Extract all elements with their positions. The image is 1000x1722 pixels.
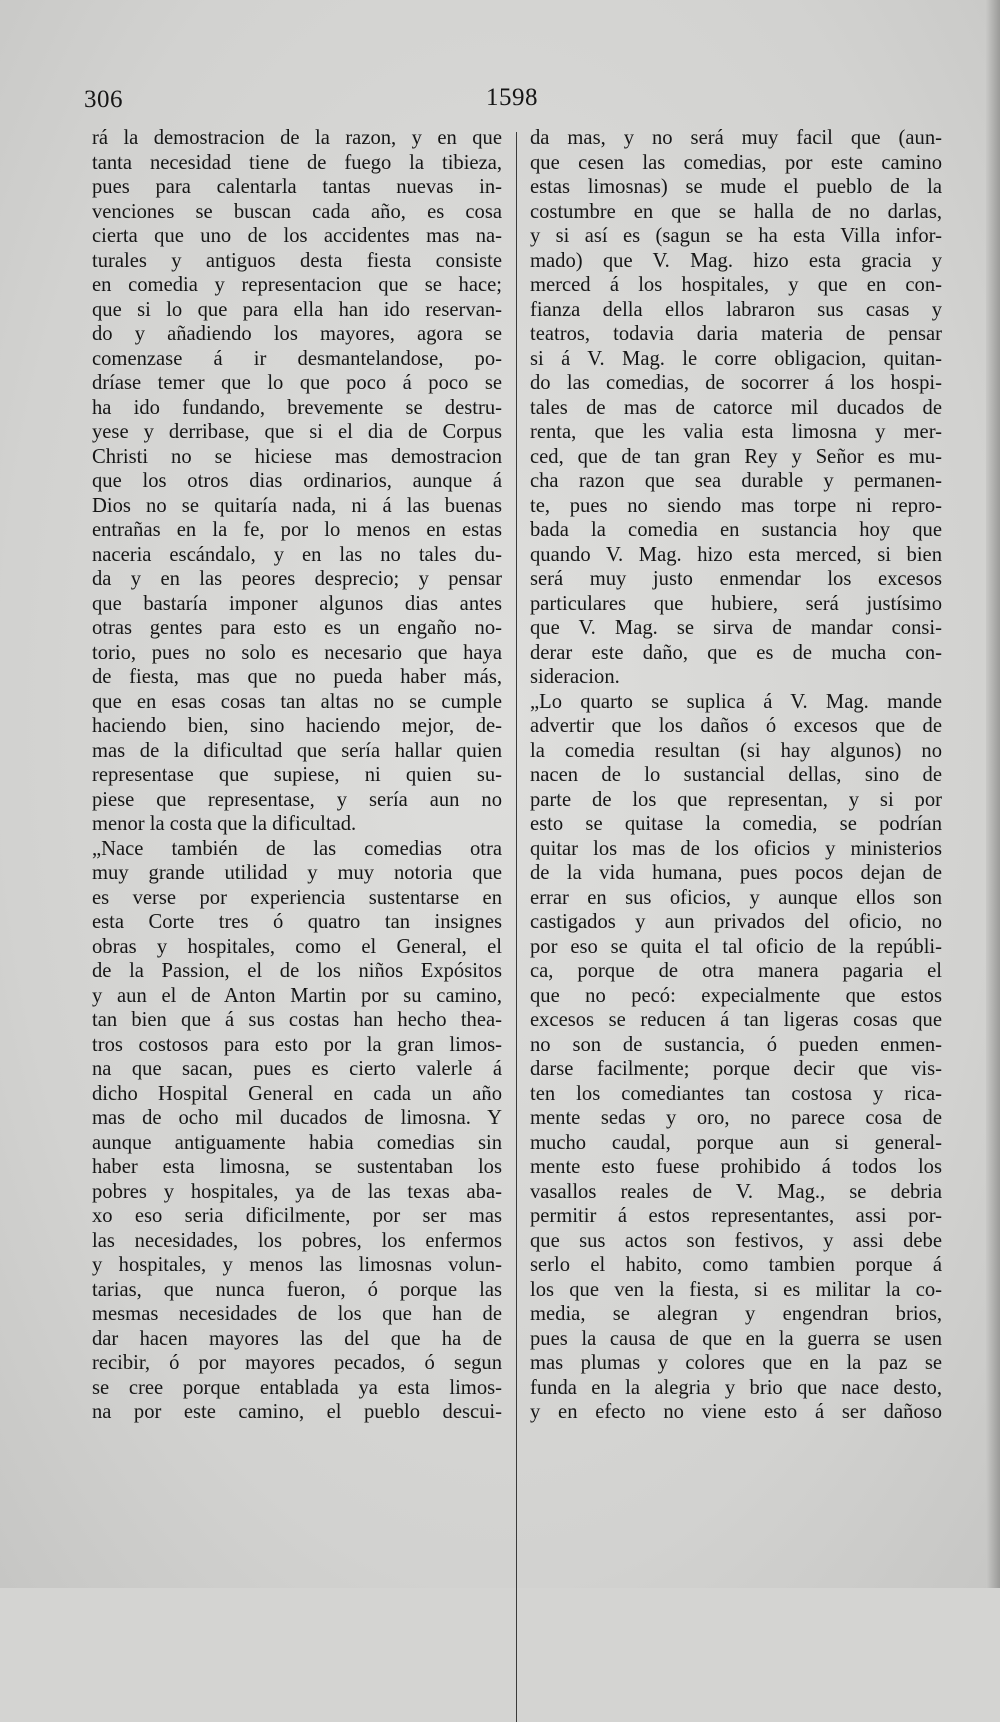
text-line: derar este daño, que es de mucha con- xyxy=(530,641,942,664)
left-text-column xyxy=(92,126,502,1425)
text-line: particulares que hubiere, será justísimo xyxy=(530,592,942,615)
text-line: estas limosnas) se mude el pueblo de la xyxy=(530,176,942,198)
text-line: menor la costa que la dificultad. xyxy=(92,813,357,835)
text-line: Christi no se hiciese mas demostracion xyxy=(92,445,502,468)
text-line: es verse por experiencia sustentarse en xyxy=(92,886,502,909)
text-line: da y en las peores desprecio; y pensar xyxy=(92,568,502,590)
text-line: sideracion. xyxy=(530,666,620,688)
text-line: haber esta limosna, se sustentaban los xyxy=(92,1156,502,1178)
text-line: que en esas cosas tan altas no se cumple xyxy=(92,690,502,713)
text-line: tarias, que nunca fueron, ó porque las xyxy=(92,1278,502,1301)
text-line: torio, pues no solo es necesario que haya xyxy=(92,641,502,664)
text-line: xo eso seria dificilmente, por ser mas xyxy=(92,1205,502,1227)
text-line: obras y hospitales, como el General, el xyxy=(92,935,502,958)
text-line: mado) que V. Mag. hizo esta gracia y xyxy=(530,249,942,272)
text-line: que V. Mag. se sirva de mandar consi- xyxy=(530,617,942,639)
text-line: de la vida humana, pues pocos dejan de xyxy=(530,862,942,884)
text-line: si á V. Mag. le corre obligacion, quitan- xyxy=(530,347,942,370)
text-line: yese y derribase, que si el dia de Corpus xyxy=(92,421,502,443)
text-line: las necesidades, los pobres, los enfermos xyxy=(92,1229,502,1252)
text-line: errar en sus oficios, y aunque ellos son xyxy=(530,886,942,909)
text-line: haciendo bien, sino haciendo mejor, de- xyxy=(92,715,502,737)
text-line: piese que representase, y sería aun no xyxy=(92,788,502,811)
text-line: esto se quitase la comedia, se podrían xyxy=(530,813,942,835)
text-line: mente sedas y oro, no parece cosa de xyxy=(530,1107,942,1129)
text-line: mucho caudal, porque aun si general- xyxy=(530,1131,942,1154)
text-line: vasallos reales de V. Mag., se debria xyxy=(530,1180,942,1203)
text-line: pobres y hospitales, ya de las texas aba- xyxy=(92,1180,502,1203)
text-line: mas de la dificultad que sería hallar quien xyxy=(92,739,502,762)
text-line: da mas, y no será muy facil que (aun- xyxy=(530,127,942,149)
text-line: „Nace también de las comedias otra xyxy=(92,837,502,860)
text-line: turales y antiguos desta fiesta consiste xyxy=(92,249,502,272)
text-line: tros costosos para esto por la gran limos- xyxy=(92,1033,502,1056)
text-line: y aun el de Anton Martin por su camino, xyxy=(92,984,502,1007)
text-line: ced, que de tan gran Rey y Señor es mu- xyxy=(530,445,942,468)
page-edge-shadow xyxy=(986,0,1000,1588)
text-line: que no pecó: expecialmente que estos xyxy=(530,984,942,1007)
column-divider xyxy=(516,132,517,1722)
text-line: venciones se buscan cada año, es cosa xyxy=(92,200,502,223)
text-line: ha ido fundando, brevemente se destru- xyxy=(92,396,502,419)
text-line: ca, porque de otra manera pagaria el xyxy=(530,960,942,982)
text-line: de la Passion, el de los niños Expósitos xyxy=(92,960,502,982)
text-line: y hospitales, y menos las limosnas volun- xyxy=(92,1254,502,1276)
text-line: aunque antiguamente habia comedias sin xyxy=(92,1131,502,1154)
text-line: dríase temer que lo que poco á poco se xyxy=(92,372,502,394)
right-text-column xyxy=(530,126,942,1425)
text-line: naceria escándalo, y en las no tales du- xyxy=(92,543,502,566)
text-line: que cesen las comedias, por este camino xyxy=(530,151,942,174)
text-line: que si lo que para ella han ido reservan- xyxy=(92,298,502,321)
text-line: en comedia y representacion que se hace; xyxy=(92,274,502,296)
text-line: dicho Hospital General en cada un año xyxy=(92,1082,502,1105)
text-line: mas plumas y colores que en la paz se xyxy=(530,1352,942,1374)
text-line: y en efecto no viene esto á ser dañoso xyxy=(530,1401,942,1423)
text-line: te, pues no siendo mas torpe ni repro- xyxy=(530,494,942,517)
text-line: excesos se reducen á tan ligeras cosas que xyxy=(530,1009,942,1031)
text-line: do las comedias, de socorrer á los hospi- xyxy=(530,372,942,394)
text-line: comenzase á ir desmantelandose, po- xyxy=(92,347,502,370)
text-line: serlo el habito, como tambien porque á xyxy=(530,1254,942,1276)
text-line: tales de mas de catorce mil ducados de xyxy=(530,396,942,419)
text-line: y si así es (sagun se ha esta Villa infor- xyxy=(530,225,942,247)
text-line: na por este camino, el pueblo descui- xyxy=(92,1401,502,1423)
text-line: de fiesta, mas que no pueda haber más, xyxy=(92,666,502,688)
text-line: bada la comedia en sustancia hoy que xyxy=(530,519,942,541)
text-line: tanta necesidad tiene de fuego la tibieza, xyxy=(92,151,502,174)
text-line: se cree porque entablada ya esta limos- xyxy=(92,1376,502,1399)
running-head-year: 1598 xyxy=(486,84,538,111)
text-line: dar hacen mayores las del que ha de xyxy=(92,1327,502,1350)
text-line: cierta que uno de los accidentes mas na- xyxy=(92,225,502,247)
text-line: los que ven la fiesta, si es militar la co- xyxy=(530,1278,942,1301)
text-line: renta, que les valia esta limosna y mer- xyxy=(530,421,942,443)
text-line: fianza della ellos labraron sus casas y xyxy=(530,298,942,321)
text-line: entrañas en la fe, por lo menos en estas xyxy=(92,519,502,541)
text-line: advertir que los daños ó excesos que de xyxy=(530,715,942,737)
text-line: muy grande utilidad y muy notoria que xyxy=(92,862,502,884)
text-line: teatros, todavia daria materia de pensar xyxy=(530,323,942,345)
text-line: representase que supiese, ni quien su- xyxy=(92,764,502,786)
text-line: mesmas necesidades de los que han de xyxy=(92,1303,502,1325)
text-line: costumbre en que se halla de no darlas, xyxy=(530,200,942,223)
text-line: por eso se quita el tal oficio de la repúbli- xyxy=(530,935,942,958)
text-line: cha razon que sea durable y permanen- xyxy=(530,470,942,492)
text-line: castigados y aun privados del oficio, no xyxy=(530,911,942,933)
text-line: darse facilmente; porque decir que vis- xyxy=(530,1058,942,1080)
text-line: nacen de lo sustancial dellas, sino de xyxy=(530,764,942,786)
text-line: mas de ocho mil ducados de limosna. Y xyxy=(92,1107,502,1129)
text-line: na que sacan, pues es cierto valerle á xyxy=(92,1058,502,1080)
text-line: rá la demostracion de la razon, y en que xyxy=(92,127,502,149)
text-line: Dios no se quitaría nada, ni á las buenas xyxy=(92,494,502,517)
text-line: que los otros dias ordinarios, aunque á xyxy=(92,470,502,492)
text-line: media, se alegran y engendran brios, xyxy=(530,1303,942,1325)
text-line: ten los comediantes tan costosa y rica- xyxy=(530,1082,942,1105)
text-line: parte de los que representan, y si por xyxy=(530,788,942,811)
text-line: funda en la alegria y brio que nace desto, xyxy=(530,1376,942,1399)
text-line: será muy justo enmendar los excesos xyxy=(530,568,942,590)
text-line: no son de sustancia, ó pueden enmen- xyxy=(530,1033,942,1056)
text-line: recibir, ó por mayores pecados, ó segun xyxy=(92,1352,502,1374)
text-line: do y añadiendo los mayores, agora se xyxy=(92,323,502,345)
text-line: merced á los hospitales, y que en con- xyxy=(530,274,942,296)
text-line: que bastaría imponer algunos dias antes xyxy=(92,592,502,615)
text-line: permitir á estos representantes, assi por- xyxy=(530,1205,942,1227)
text-line: „Lo quarto se suplica á V. Mag. mande xyxy=(530,690,942,713)
text-line: esta Corte tres ó quatro tan insignes xyxy=(92,911,502,933)
text-line: otras gentes para esto es un engaño no- xyxy=(92,617,502,639)
text-line: pues para calentarla tantas nuevas in- xyxy=(92,176,502,198)
text-line: tan bien que á sus costas han hecho thea- xyxy=(92,1009,502,1031)
page-number: 306 xyxy=(84,86,123,113)
text-line: pues la causa de que en la guerra se usen xyxy=(530,1327,942,1350)
text-line: que sus actos son festivos, y assi debe xyxy=(530,1229,942,1252)
text-line: mente esto fuese prohibido á todos los xyxy=(530,1156,942,1178)
text-line: la comedia resultan (si hay algunos) no xyxy=(530,739,942,762)
text-line: quando V. Mag. hizo esta merced, si bien xyxy=(530,543,942,566)
text-line: quitar los mas de los oficios y ministerios xyxy=(530,837,942,860)
